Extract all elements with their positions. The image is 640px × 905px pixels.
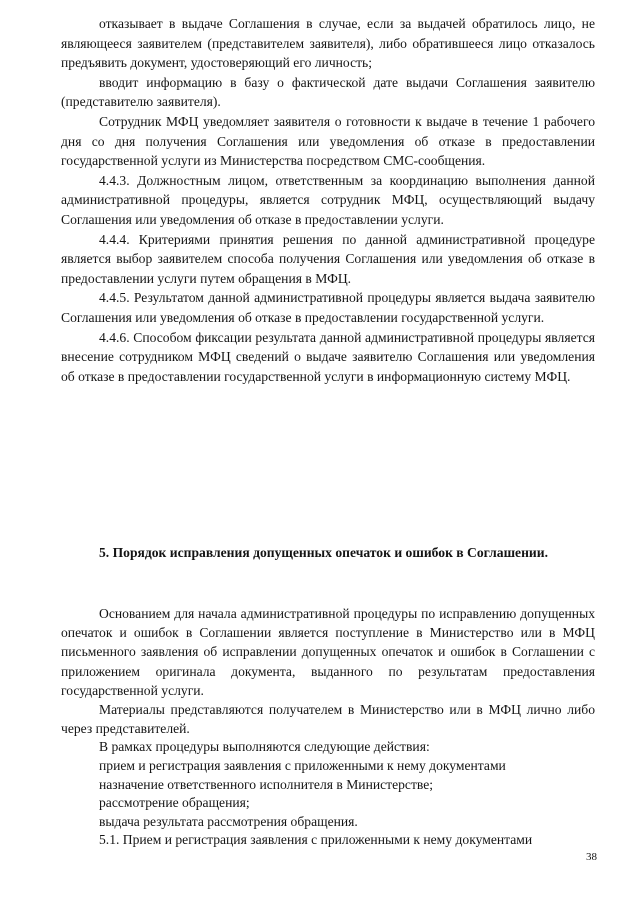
paragraph-4-4-3: 4.4.3. Должностным лицом, ответственным за координацию выполнения данной административной процедуры, является сотрудник МФЦ, осуществляющий выдачу Соглашения или уведомления об отказе в предоставлении услуги. <box>61 172 595 227</box>
list-item: рассмотрение обращения; <box>99 795 250 811</box>
page-number: 38 <box>586 851 597 863</box>
section-5-heading-block <box>61 543 595 563</box>
list-item: выдача результата рассмотрения обращения. <box>99 813 358 829</box>
section-5-heading: 5. Порядок исправления допущенных опечаток и ошибок в Соглашении. <box>99 545 548 560</box>
paragraph-4-4-4: 4.4.4. Критериями принятия решения по данной административной процедуре является выбор заявителем способа получения Соглашения или уведомления об отказе в предоставлении услуги путем обращения в МФЦ. <box>61 231 595 286</box>
paragraph-sms-notification: Сотрудник МФЦ уведомляет заявителя о готовности к выдаче в течение 1 рабочего дня со дня получения Соглашения или уведомления об отказе в предоставлении государственной услуги из Министерства посредством СМС-сообщения. <box>61 113 595 169</box>
list-item: назначение ответственного исполнителя в Министерстве; <box>99 776 434 792</box>
list-item: прием и регистрация заявления с приложенными к нему документами <box>99 758 506 774</box>
paragraph-4-4-5: 4.4.5. Результатом данной административной процедуры является выдача заявителю Соглашения или уведомления об отказе в предоставлении государственной услуги. <box>61 290 595 325</box>
paragraph-4-4-6: 4.4.6. Способом фиксации результата данной административной процедуры является внесение сотрудником МФЦ сведений о выдаче заявителю Соглашения или уведомления об отказе в предоставлении государственной услуги в информационную систему МФЦ. <box>61 329 595 384</box>
list-item: 5.1. Прием и регистрация заявления с приложенными к нему документами <box>99 832 533 848</box>
paragraph-refusal: отказывает в выдаче Соглашения в случае, если за выдачей обратилось лицо, не являющееся заявителем (представителем заявителя), либо обратившееся лицо отказалось предъявить документ, удостоверяющий его личность; <box>61 16 595 71</box>
list-item: В рамках процедуры выполняются следующие действия: <box>99 739 430 755</box>
paragraph-materials: Материалы представляются получателем в Министерство или в МФЦ лично либо через представителей. <box>61 702 595 737</box>
actions-list <box>61 738 595 850</box>
paragraph-database-entry: вводит информацию в базу о фактической дате выдачи Соглашения заявителю (представителю заявителя). <box>61 74 595 110</box>
paragraph-grounds: Основанием для начала административной процедуры по исправлению допущенных опечаток и ошибок в Соглашении является поступление в Министерство или в МФЦ письменного заявления об исправлении допущенных опечаток и ошибок в Соглашении с приложением оригинала документа, выданного по результатам предоставления государственной услуги. <box>61 606 595 698</box>
section-5-body <box>61 604 595 850</box>
top-text-block <box>61 14 595 386</box>
